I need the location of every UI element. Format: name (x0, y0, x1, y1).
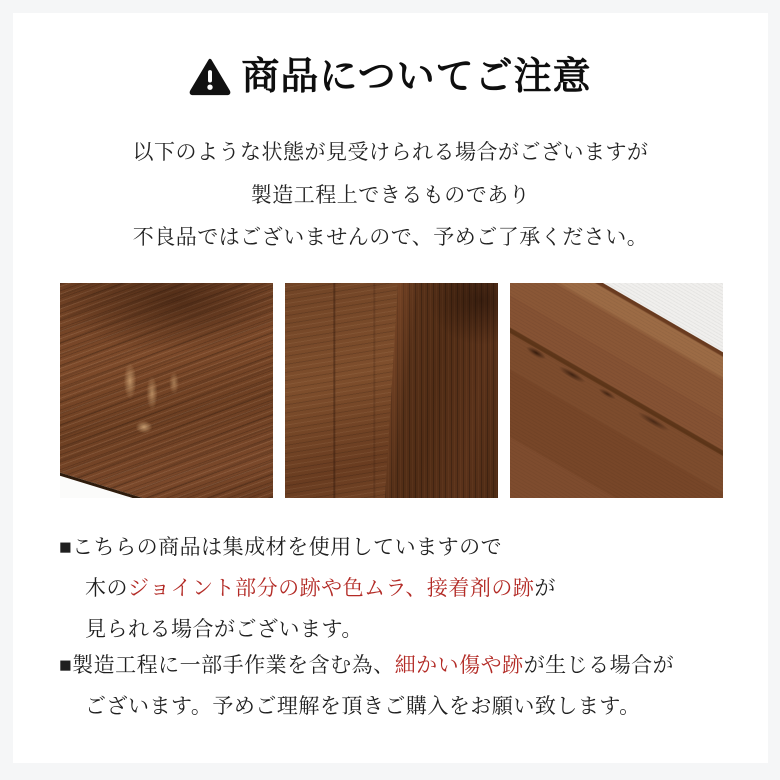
wood-grain-joint-marks-photo (60, 283, 273, 498)
intro-line-3: 不良品ではございませんので、予めご了承ください。 (132, 226, 649, 249)
note-line: ■こちらの商品は集成材を使用していますので (59, 536, 503, 559)
notice-title-row (13, 55, 768, 99)
notice-panel (13, 13, 768, 763)
note-line: ございます。予めご理解を頂きご購入をお願い致します。 (85, 695, 641, 718)
note-text: ■製造工程に一部手作業を含む為、 (59, 654, 395, 677)
note-line (59, 568, 556, 609)
example-photo-row (60, 283, 723, 498)
wood-plank-edge-shape (60, 469, 220, 498)
note-handmade-process (59, 645, 674, 727)
glue-trace-marks-shape (510, 325, 714, 461)
note-text: 木の (85, 577, 128, 600)
note-highlight-red: 細かい傷や跡 (394, 654, 524, 677)
intro-paragraph (13, 132, 768, 260)
wood-corner-side-face-shape (385, 283, 498, 498)
note-line (59, 645, 674, 686)
note-text: が生じる場合が (523, 654, 675, 677)
note-line: 見られる場合がございます。 (85, 618, 363, 641)
warning-triangle-icon (189, 58, 231, 96)
intro-line-2: 製造工程上できるものであり (250, 183, 531, 207)
wood-box-corner-edge-photo (285, 283, 498, 498)
note-laminated-wood (59, 527, 556, 650)
wood-box-inside-glue-trace-photo (510, 283, 723, 498)
intro-line-1: 以下のような状態が見受けられる場合がございますが (132, 141, 649, 164)
note-highlight-red: ジョイント部分の跡や色ムラ、接着剤の跡 (128, 577, 535, 600)
note-text: が (534, 577, 556, 600)
page-title: 商品についてご注意 (241, 56, 592, 98)
